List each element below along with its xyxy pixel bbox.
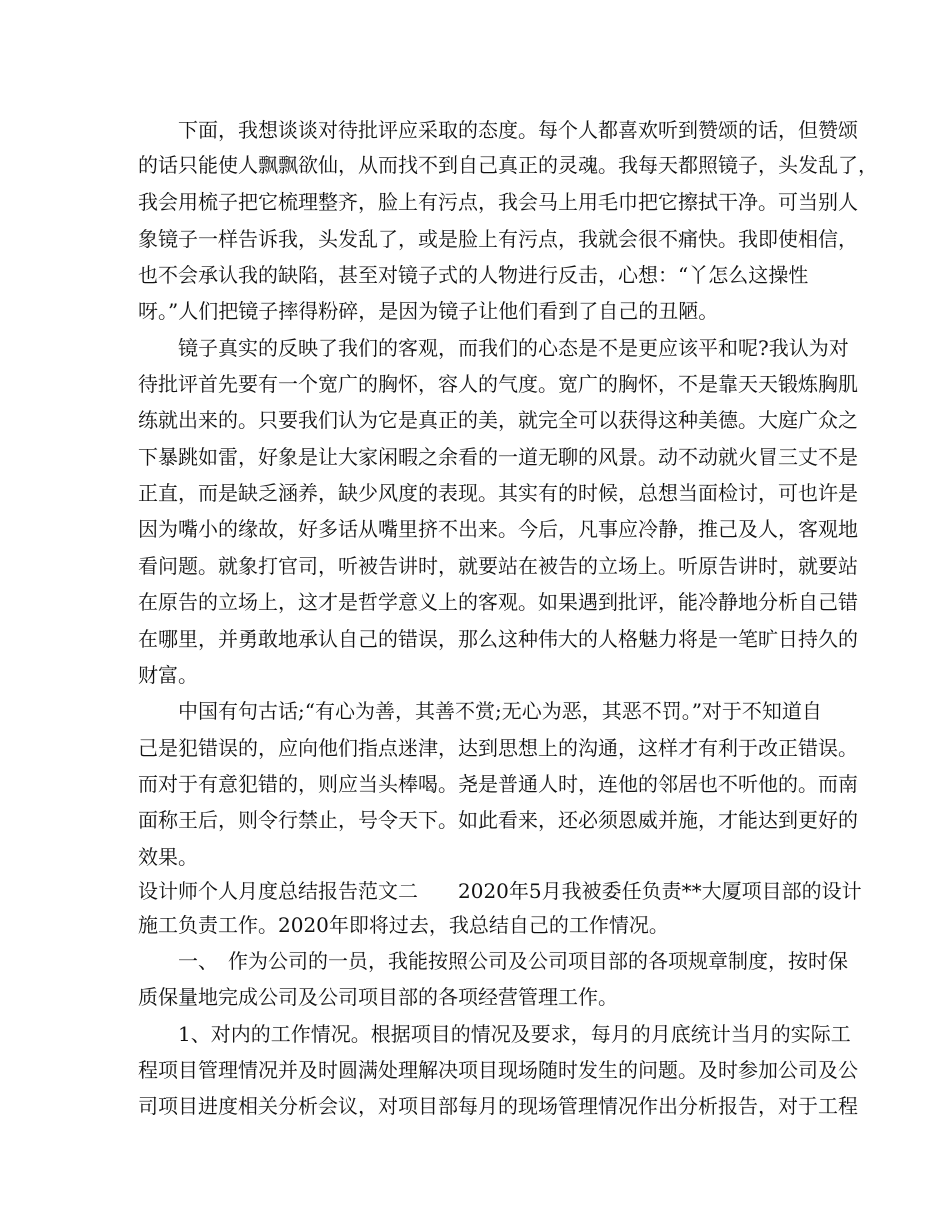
paragraph-line: 下面，我想谈谈对待批评应采取的态度。每个人都喜欢听到赞颂的话，但赞颂: [178, 118, 858, 142]
paragraph-line: 施工负责工作。2020年即将过去，我总结自己的工作情况。: [138, 913, 669, 937]
paragraph-line: 呀。”人们把镜子摔得粉碎，是因为镜子让他们看到了自己的丑陋。: [138, 299, 719, 323]
paragraph-line: 看问题。就象打官司，听被告讲时，就要站在被告的立场上。听原告讲时，就要站: [138, 554, 858, 578]
paragraph-line: 质保量地完成公司及公司项目部的各项经营管理工作。: [138, 985, 618, 1009]
paragraph-line: 练就出来的。只要我们认为它是真正的美，就完全可以获得这种美德。大庭广众之: [138, 408, 858, 432]
paragraph-line: 财富。: [138, 663, 198, 687]
paragraph-line: 镜子真实的反映了我们的客观，而我们的心态是不是更应该平和呢?我认为对: [178, 336, 849, 360]
paragraph-line: 因为嘴小的缘故，好多话从嘴里挤不出来。今后，凡事应冷静，推己及人，客观地: [138, 517, 858, 541]
paragraph-line: 而对于有意犯错的，则应当头棒喝。尧是普通人时，连他的邻居也不听他的。而南: [138, 772, 858, 796]
paragraph-line: 象镜子一样告诉我，头发乱了，或是脸上有污点，我就会很不痛快。我即使相信，: [138, 227, 858, 251]
paragraph-line: 司项目进度相关分析会议，对项目部每月的现场管理情况作出分析报告，对于工程: [138, 1094, 858, 1118]
paragraph-line: 在原告的立场上，这才是哲学意义上的客观。如果遇到批评，能冷静地分析自己错: [138, 590, 858, 614]
paragraph-line: 正直，而是缺乏涵养，缺少风度的表现。其实有的时候，总想当面检讨，可也许是: [138, 481, 858, 505]
paragraph-line: 下暴跳如雷，好象是让大家闲暇之余看的一道无聊的风景。动不动就火冒三丈不是: [138, 445, 858, 469]
paragraph-line: 己是犯错误的，应向他们指点迷津，达到思想上的沟通，这样才有利于改正错误。: [138, 736, 858, 760]
paragraph-line: 1、对内的工作情况。根据项目的情况及要求，每月的月底统计当月的实际工: [178, 1022, 851, 1046]
paragraph-line: 待批评首先要有一个宽广的胸怀，容人的气度。宽广的胸怀，不是靠天天锻炼胸肌: [138, 372, 858, 396]
paragraph-line: 程项目管理情况并及时圆满处理解决项目现场随时发生的问题。及时参加公司及公: [138, 1058, 858, 1082]
paragraph-line: 中国有句古话;“有心为善，其善不赏;无心为恶，其恶不罚。”对于不知道自: [178, 699, 822, 723]
paragraph-line: 的话只能使人飘飘欲仙，从而找不到自己真正的灵魂。我每天都照镜子，头发乱了，: [138, 153, 878, 177]
paragraph-line: 效果。: [138, 845, 198, 869]
paragraph-line: 面称王后，则令行禁止，号令天下。如此看来，还必须恩威并施，才能达到更好的: [138, 808, 858, 832]
paragraph-line: 一、 作为公司的一员，我能按照公司及公司项目部的各项规章制度，按时保: [178, 949, 848, 973]
paragraph-line: 也不会承认我的缺陷，甚至对镜子式的人物进行反击，心想：“丫怎么这操性: [138, 263, 809, 287]
paragraph-line: 我会用梳子把它梳理整齐，脸上有污点，我会马上用毛巾把它擦拭干净。可当别人: [138, 190, 858, 214]
section-heading-line: 设计师个人月度总结报告范文二 2020年5月我被委任负责**大厦项目部的设计: [138, 879, 862, 903]
paragraph-line: 在哪里，并勇敢地承认自己的错误，那么这种伟大的人格魅力将是一笔旷日持久的: [138, 627, 858, 651]
